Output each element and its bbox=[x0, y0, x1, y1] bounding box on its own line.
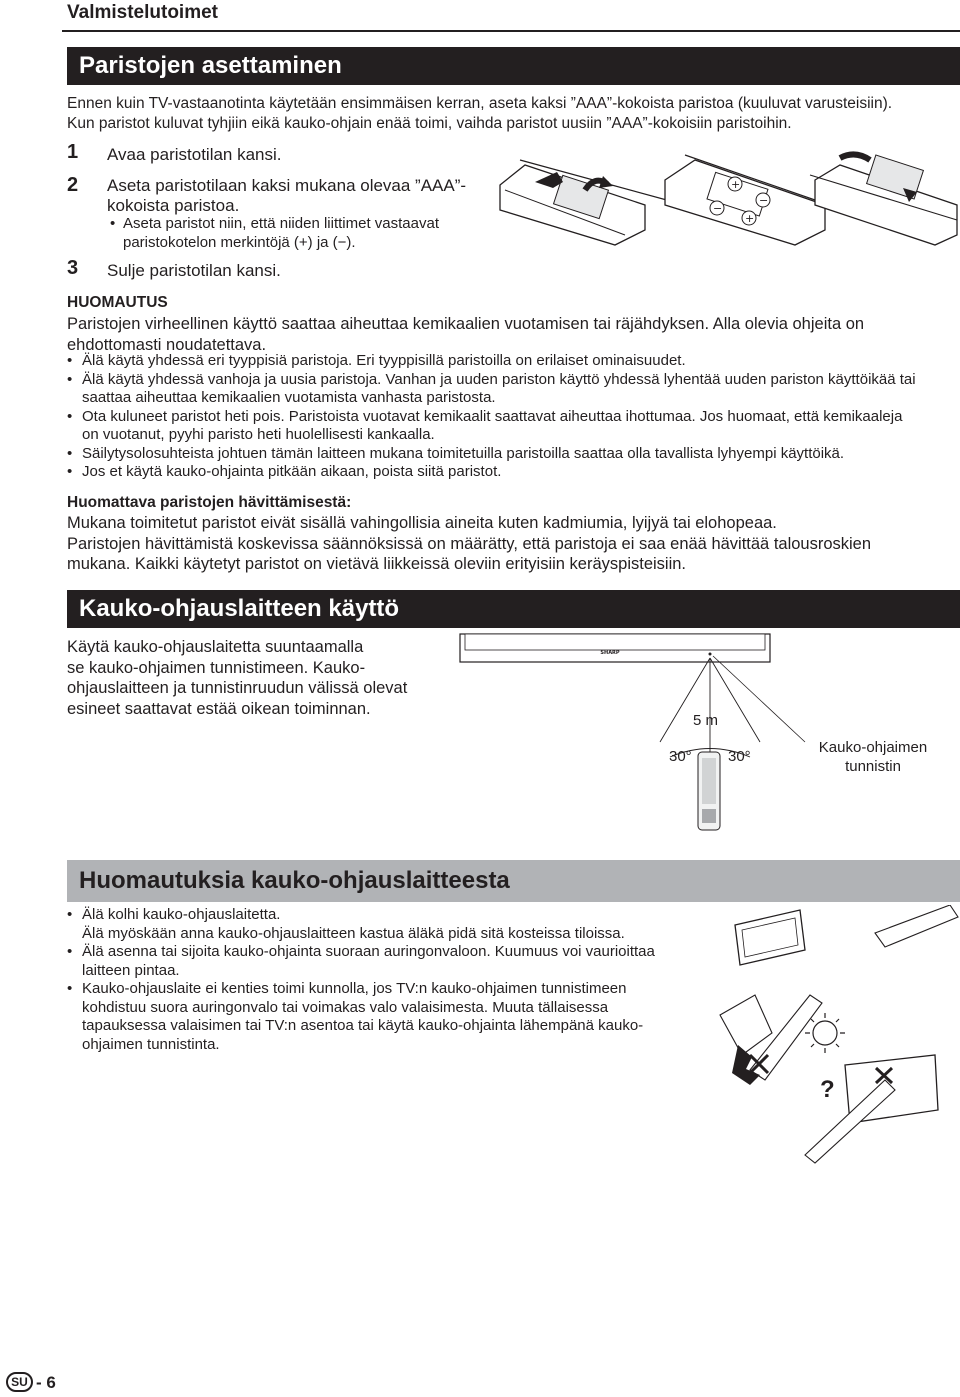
warning-list bbox=[82, 352, 960, 482]
svg-text:+: + bbox=[731, 178, 741, 191]
page-number: - 6 bbox=[36, 1373, 56, 1392]
remote-falling-icon bbox=[720, 995, 822, 1085]
caution-illustrations bbox=[710, 905, 960, 1170]
caution-item-line: kohdistuu suora auringonvalo tai voimakas valo valaisimesta. Muuta tällaisessa bbox=[82, 998, 609, 1016]
remote-back-open-icon bbox=[500, 160, 685, 245]
tv-brand-logo: SHARP bbox=[600, 650, 620, 656]
step-text-2-line-1: Aseta paristotilaan kaksi mukana olevaa ”AAA”- bbox=[107, 176, 467, 195]
header-rule bbox=[62, 30, 960, 32]
warning-item-line: saattaa aiheuttaa kemikaalien vuotamista vanhasta paristosta. bbox=[82, 389, 496, 406]
note-text bbox=[67, 314, 960, 355]
svg-text:−: − bbox=[759, 194, 769, 207]
warning-item bbox=[82, 445, 960, 464]
caution-item-line: • Älä asenna tai sijoita kauko-ohjainta suoraan auringonvaloon. Kuumuus voi vaurioittaa bbox=[82, 943, 655, 960]
caution-item bbox=[82, 943, 702, 980]
remote-use-line-3: ohjauslaitteen ja tunnistinruudun välissä olevat bbox=[67, 679, 408, 697]
warning-item-line: • Säilytysolosuhteista johtuen tämän laitteen mukana toimitetuilla paristoilla saattaa olla tavallista lyhyempi käyttöikä. bbox=[82, 444, 845, 462]
angle-right-label: 30° bbox=[728, 748, 751, 765]
battery-insert-illustration bbox=[495, 150, 960, 250]
disposal-line-1: Mukana toimitetut paristot eivät sisällä vahingollisia aineita kuten kadmiumia, lyijyä tai elohopeaa. bbox=[67, 514, 777, 532]
step-number-3: 3 bbox=[67, 257, 79, 279]
section-title-remote-use: Kauko-ohjauslaitteen käyttö bbox=[67, 590, 960, 628]
sensor-label-line-2: tunnistin bbox=[845, 758, 901, 775]
disposal-text bbox=[67, 513, 960, 575]
step-2-note bbox=[123, 214, 439, 252]
remote-control-icon bbox=[698, 752, 720, 830]
step-text-3: Sulje paristotilan kansi. bbox=[107, 261, 281, 280]
sensor-label bbox=[813, 738, 933, 776]
sun-icon bbox=[805, 1013, 845, 1053]
intro-line-1: Ennen kuin TV-vastaanotinta käytetään ensimmäisen kerran, aseta kaksi ”AAA”-kokoista paristoa (kuuluvat varusteisiin). bbox=[67, 95, 893, 112]
angle-left-label: 30° bbox=[669, 748, 692, 765]
warning-item-line: on vuotanut, pyyhi paristo heti huolellisesti kankaalla. bbox=[82, 426, 435, 443]
note-text-line-2: ehdottomasti noudatettava. bbox=[67, 335, 267, 354]
step-2-note-line-2: paristokotelon merkintöjä (+) ja (−). bbox=[123, 234, 356, 251]
remote-use-line-1: Käytä kauko-ohjauslaitetta suuntaamalla bbox=[67, 638, 364, 656]
remote-close-cover-icon bbox=[810, 154, 957, 245]
section-title-remote-cautions: Huomautuksia kauko-ohjauslaitteesta bbox=[67, 860, 960, 902]
warning-item bbox=[82, 463, 960, 482]
warning-item bbox=[82, 408, 960, 445]
warning-item bbox=[82, 371, 960, 408]
caution-item-line: • Kauko-ohjauslaite ei kenties toimi kunnolla, jos TV:n kauko-ohjaimen tunnistimeen bbox=[82, 980, 627, 997]
step-number-2: 2 bbox=[67, 174, 79, 196]
remote-use-paragraph bbox=[67, 637, 447, 719]
warning-item-line: • Ota kuluneet paristot heti pois. Paristoista vuotavat kemikaalit saattavat aiheuttaa ihottumaa. Jos huomaat, että kemikaaleja bbox=[82, 407, 903, 425]
step-number-1: 1 bbox=[67, 141, 79, 163]
sensor-dot-icon bbox=[709, 653, 712, 656]
svg-text:−: − bbox=[713, 202, 723, 215]
step-text-2-line-2: kokoista paristoa. bbox=[107, 196, 240, 215]
sensor-leader-line bbox=[713, 656, 805, 742]
warning-item-line: • Älä käytä yhdessä eri tyyppisiä paristoja. Eri tyyppisillä paristoilla on erilaiset ominaisuudet. bbox=[82, 352, 686, 369]
caution-item-line: Älä myöskään anna kauko-ohjauslaitteen kastua äläkä pidä sitä kosteissa tiloissa. bbox=[82, 924, 625, 942]
question-mark: ? bbox=[820, 1076, 835, 1103]
svg-text:+: + bbox=[745, 212, 755, 225]
remote-range-figure bbox=[455, 632, 960, 842]
step-text-1: Avaa paristotilan kansi. bbox=[107, 145, 282, 164]
intro-paragraph bbox=[67, 94, 960, 134]
remote-lying-icon bbox=[875, 905, 958, 947]
note-heading: HUOMAUTUS bbox=[67, 294, 168, 311]
distance-label: 5 m bbox=[693, 712, 719, 729]
note-text-line-1: Paristojen virheellinen käyttö saattaa aiheuttaa kemikaalien vuotamisen tai räjähdyksen. Alla olevia ohjeita on bbox=[67, 315, 865, 333]
disposal-line-2: Paristojen hävittämistä koskevissa säännöksissä on määrätty, että paristoja ei saa enää hävittää talousroskien bbox=[67, 534, 872, 553]
caution-item bbox=[82, 980, 702, 1054]
disposal-heading: Huomattava paristojen hävittämisestä: bbox=[67, 494, 352, 511]
caution-item-line: laitteen pintaa. bbox=[82, 961, 180, 979]
warning-item-line: • Jos et käytä kauko-ohjainta pitkään aikaan, poista siitä paristot. bbox=[82, 463, 502, 480]
caution-item-line: ohjaimen tunnistinta. bbox=[82, 1035, 220, 1053]
step-2-note-line-1: • Aseta paristot niin, että niiden liittimet vastaavat bbox=[123, 215, 439, 232]
glass-icon bbox=[720, 995, 772, 1055]
warning-item-line: • Älä käytä yhdessä vanhoja ja uusia paristoja. Vanhan ja uuden pariston käyttö yhdessä lyhentää uuden pariston käyttöikää tai bbox=[82, 370, 916, 388]
remote-use-line-4: esineet saattavat estää oikean toiminnan. bbox=[67, 699, 371, 718]
tv-front-icon bbox=[460, 634, 770, 662]
caution-item-line: tapauksessa valaisimen tai TV:n asentoa tai käytä kauko-ohjainta lähempänä kauko- bbox=[82, 1017, 644, 1034]
section-title-batteries: Paristojen asettaminen bbox=[67, 47, 960, 85]
sensor-label-line-1: Kauko-ohjaimen bbox=[818, 739, 928, 756]
caution-list bbox=[82, 906, 702, 1054]
caution-item-line: • Älä kolhi kauko-ohjauslaitetta. bbox=[82, 906, 281, 923]
remote-use-line-2: se kauko-ohjaimen tunnistimeen. Kauko- bbox=[67, 658, 366, 677]
remote-batteries-icon bbox=[665, 155, 825, 245]
tv-tilted-icon bbox=[735, 910, 805, 965]
language-badge: SU bbox=[6, 1372, 33, 1392]
warning-item bbox=[82, 352, 960, 371]
caution-item bbox=[82, 906, 702, 943]
intro-line-2: Kun paristot kuluvat tyhjiin eikä kauko-ohjain enää toimi, vaihda paristot uusiin ”AAA”-kokoisiin paristoihin. bbox=[67, 115, 792, 132]
page-header-title: Valmistelutoimet bbox=[67, 2, 218, 23]
disposal-line-3: mukana. Kaikki käytetyt paristot on vietävä liikkeissä oleviin erityisiin keräyspisteisiin. bbox=[67, 555, 686, 573]
